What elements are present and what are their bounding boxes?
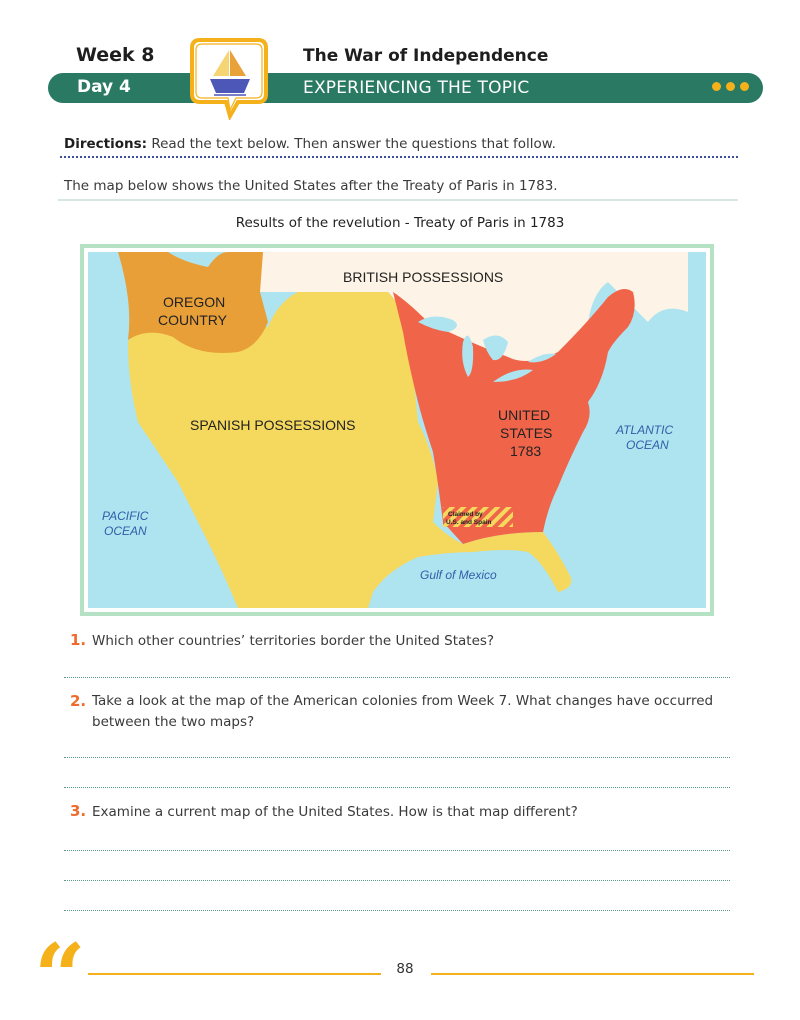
label-us: UNITED	[498, 407, 551, 423]
question-number: 3.	[70, 802, 87, 820]
answer-line-3b[interactable]	[64, 880, 730, 881]
dots-decoration	[712, 82, 749, 91]
answer-line-2a[interactable]	[64, 757, 730, 758]
sailboat-speech-bubble-icon	[188, 36, 270, 120]
question-number: 2.	[70, 692, 87, 710]
label-claimed: Claimed by	[448, 511, 483, 518]
footer-rule	[88, 973, 381, 975]
label-us: STATES	[500, 425, 553, 441]
label-pacific: PACIFIC	[102, 509, 149, 523]
intro-text: The map below shows the United States after the Treaty of Paris in 1783.	[64, 178, 558, 194]
label-atlantic: OCEAN	[626, 438, 669, 452]
divider	[58, 199, 738, 201]
map-frame	[80, 244, 714, 616]
label-atlantic: ATLANTIC	[616, 423, 674, 437]
label-oregon: COUNTRY	[158, 312, 227, 328]
question-text: Examine a current map of the United States. How is that map different?	[92, 804, 578, 820]
quote-mark-icon: “	[34, 924, 86, 1020]
question-text: Which other countries’ territories border the United States?	[92, 633, 495, 649]
directions-label: Directions:	[64, 136, 148, 152]
question-3	[70, 801, 740, 823]
label-spanish: SPANISH POSSESSIONS	[190, 417, 356, 433]
page-title: The War of Independence	[303, 46, 549, 66]
label-british: BRITISH POSSESSIONS	[343, 269, 504, 285]
label-oregon: OREGON	[163, 294, 226, 310]
week-label: Week 8	[76, 44, 155, 66]
day-label: Day 4	[77, 77, 131, 97]
label-us: 1783	[510, 443, 542, 459]
label-claimed: U.S. and Spain	[446, 519, 492, 526]
question-text: Take a look at the map of the American colonies from Week 7. What changes have occurred between the two maps?	[92, 693, 714, 730]
treaty-map	[88, 252, 706, 608]
label-pacific: OCEAN	[104, 524, 147, 538]
answer-line-1[interactable]	[64, 677, 730, 678]
answer-line-3a[interactable]	[64, 850, 730, 851]
answer-line-2b[interactable]	[64, 787, 730, 788]
question-2	[70, 691, 740, 733]
page-number: 88	[396, 961, 414, 977]
footer-rule	[431, 973, 754, 975]
directions-text	[64, 136, 556, 152]
section-subtitle: EXPERIENCING THE TOPIC	[303, 78, 530, 98]
divider	[60, 156, 738, 158]
question-number: 1.	[70, 631, 87, 649]
directions-body: Read the text below. Then answer the questions that follow.	[147, 136, 556, 152]
question-1	[70, 630, 740, 652]
label-gulf: Gulf of Mexico	[420, 568, 497, 582]
map-title: Results of the revelution - Treaty of Paris in 1783	[235, 215, 565, 231]
answer-line-3c[interactable]	[64, 910, 730, 911]
